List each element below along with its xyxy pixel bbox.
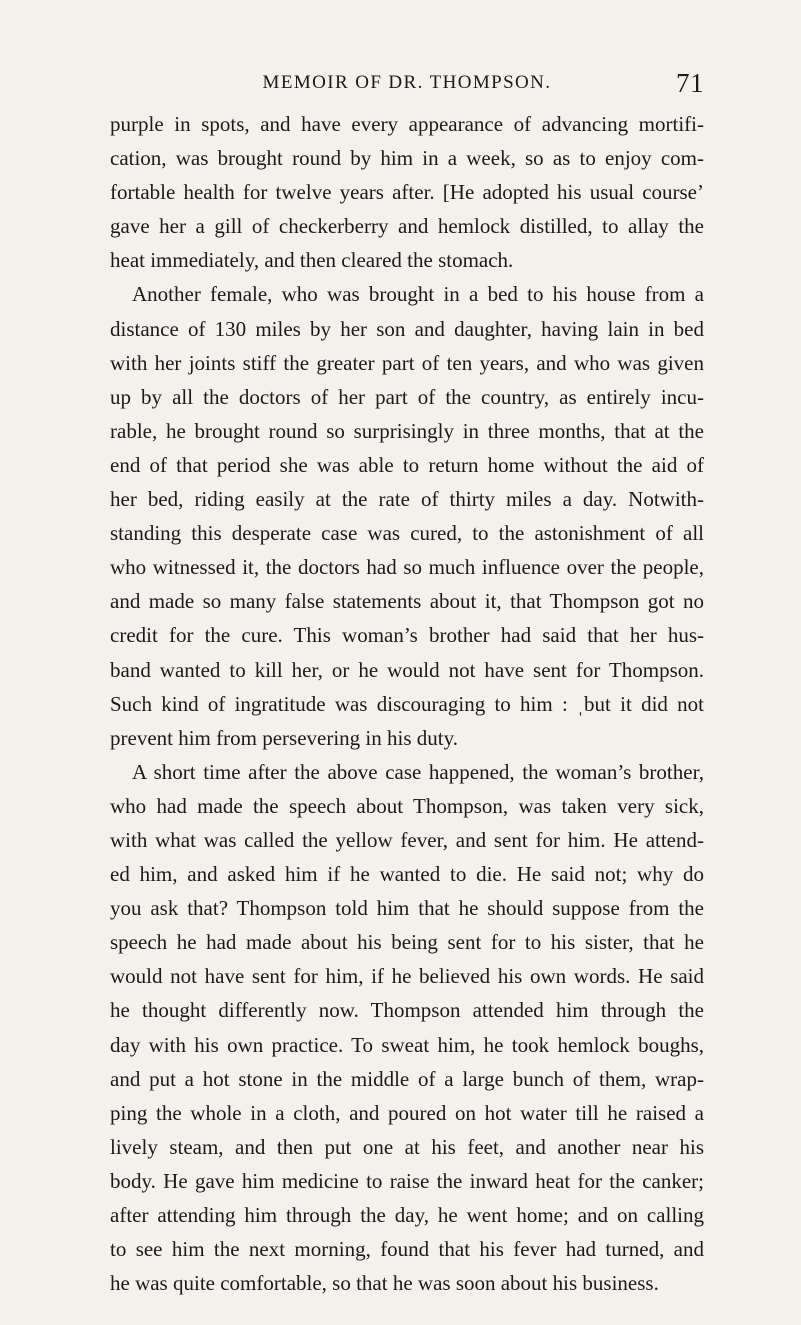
text-line: you ask that? Thompson told him that he should suppose from the: [110, 896, 704, 921]
text-line: band wanted to kill her, or he would not have sent for Thompson.: [110, 657, 704, 682]
text-line: to see him the next morning, found that his fever had turned, and: [110, 1237, 704, 1262]
text-line: would not have sent for him, if he believed his own words. He said: [110, 964, 704, 989]
text-line: ping the whole in a cloth, and poured on hot water till he raised a: [110, 1100, 704, 1125]
text-line: fortable health for twelve years after. [He adopted his usual course’: [110, 180, 704, 205]
text-line: distance of 130 miles by her son and daughter, having lain in bed: [110, 316, 704, 341]
running-title: MEMOIR OF DR. THOMPSON.: [262, 72, 552, 93]
text-line: rable, he brought round so surprisingly in three months, that at the: [110, 418, 704, 443]
text-line: he thought differently now. Thompson attended him through the: [110, 998, 704, 1023]
text-line: speech he had made about his being sent for to his sister, that he: [110, 930, 704, 955]
text-line: lively steam, and then put one at his feet, and another near his: [110, 1134, 704, 1159]
text-line: ed him, and asked him if he wanted to die. He said not; why do: [110, 862, 704, 887]
text-line: who had made the speech about Thompson, was taken very sick,: [110, 793, 704, 818]
text-line: cation, was brought round by him in a week, so as to enjoy com-: [110, 146, 704, 171]
text-line: purple in spots, and have every appearance of advancing mortifi-: [110, 112, 704, 136]
text-line: and put a hot stone in the middle of a large bunch of them, wrap-: [110, 1066, 704, 1091]
text-line: end of that period she was able to return home without the aid of: [110, 452, 704, 477]
text-line: gave her a gill of checkerberry and hemlock distilled, to allay the: [110, 214, 704, 239]
text-line-paragraph-end: prevent him from persevering in his duty.: [110, 725, 458, 750]
page-number: 71: [676, 68, 704, 98]
text-line: and made so many false statements about it, that Thompson got no: [110, 589, 704, 614]
running-head: [110, 66, 704, 100]
text-line: Such kind of ingratitude was discouraging to him : ˌbut it did not: [110, 691, 704, 716]
text-line-paragraph-start: A short time after the above case happened, the woman’s brother,: [132, 759, 704, 784]
text-line-paragraph-end: heat immediately, and then cleared the stomach.: [110, 248, 514, 273]
body-text: [110, 107, 704, 1300]
text-line: body. He gave him medicine to raise the inward heat for the canker;: [110, 1168, 704, 1193]
text-line: up by all the doctors of her part of the country, as entirely incu-: [110, 384, 704, 409]
text-line: after attending him through the day, he went home; and on calling: [110, 1203, 704, 1227]
text-line: with what was called the yellow fever, and sent for him. He attend-: [110, 827, 704, 852]
text-line: with her joints stiff the greater part of ten years, and who was given: [110, 350, 704, 375]
text-line-paragraph-end: he was quite comfortable, so that he was soon about his business.: [110, 1271, 659, 1296]
text-line: standing this desperate case was cured, to the astonishment of all: [110, 521, 704, 546]
text-line: who witnessed it, the doctors had so much influence over the people,: [110, 555, 704, 580]
text-line-paragraph-start: Another female, who was brought in a bed to his house from a: [132, 282, 704, 307]
text-line: credit for the cure. This woman’s brother had said that her hus-: [110, 623, 704, 648]
text-line: day with his own practice. To sweat him, he took hemlock boughs,: [110, 1032, 704, 1057]
text-line: her bed, riding easily at the rate of thirty miles a day. Notwith-: [110, 487, 704, 512]
